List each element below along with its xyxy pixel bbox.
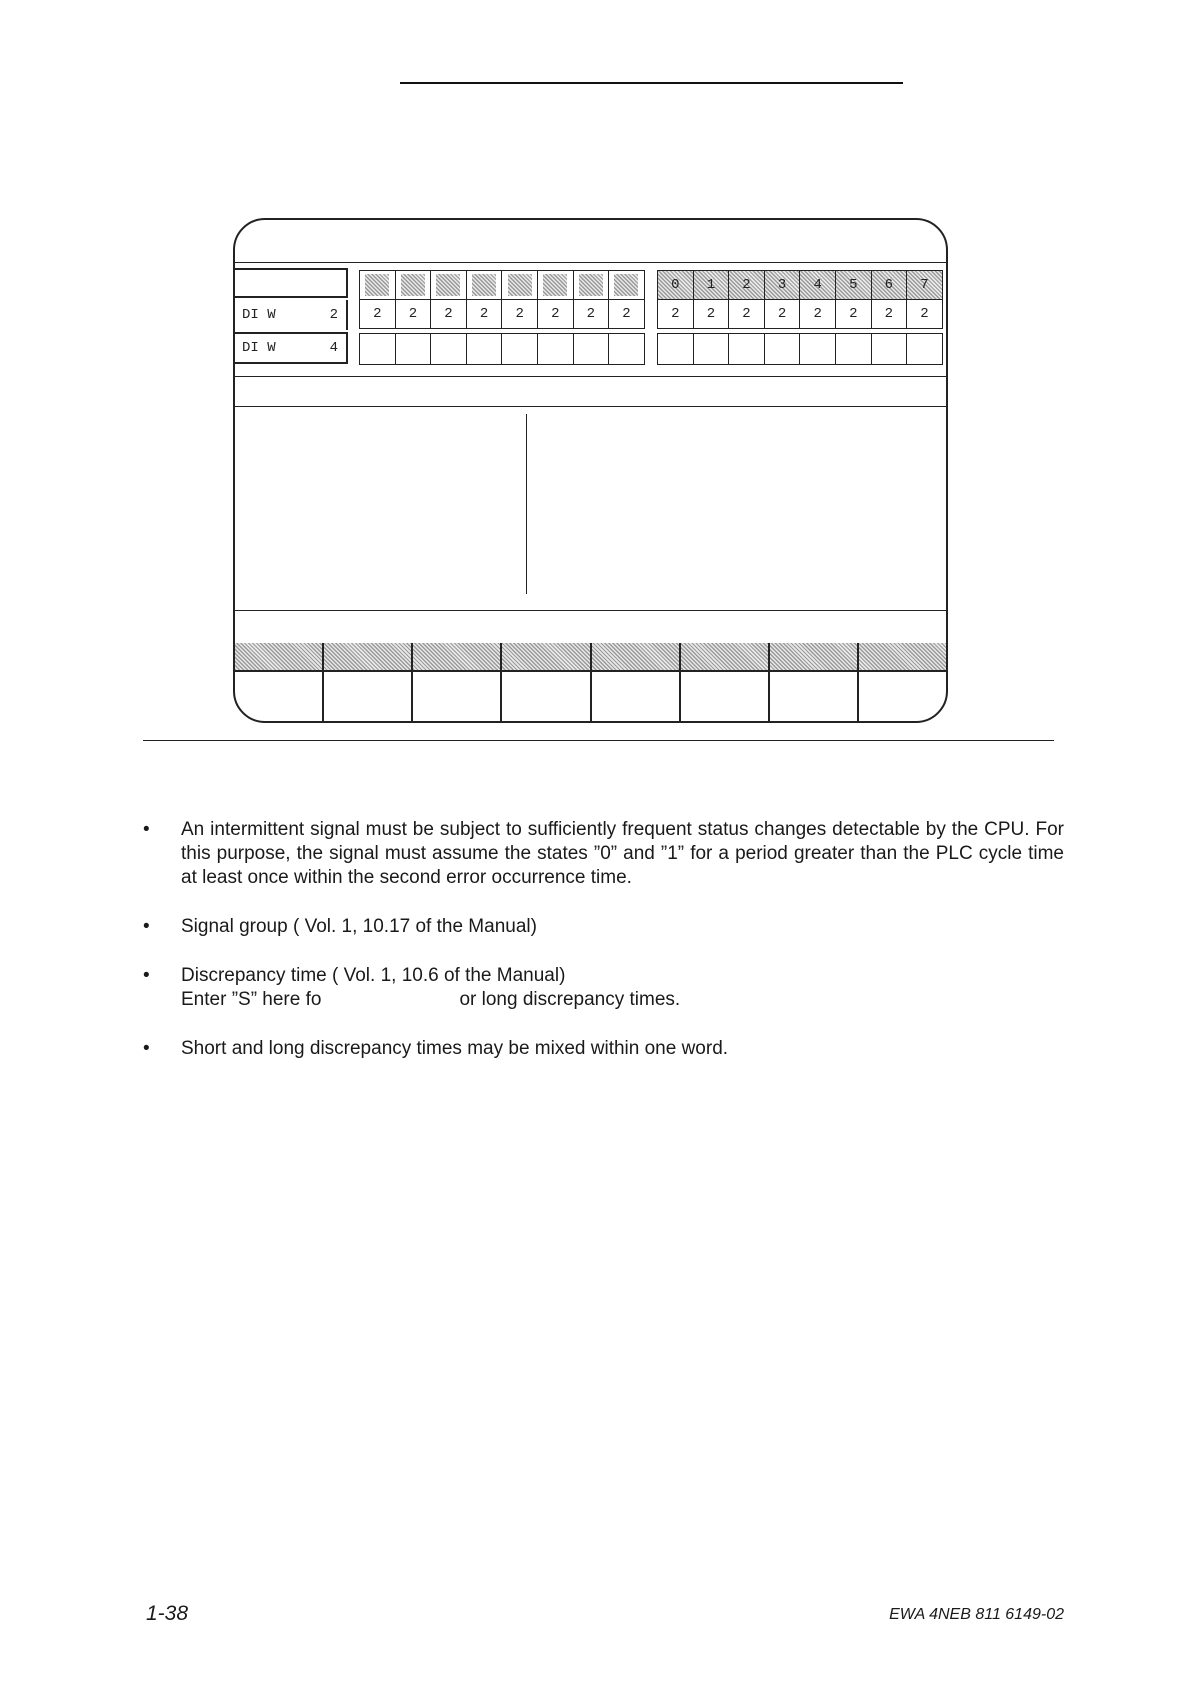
low-2-1 — [395, 333, 432, 365]
screen-form — [233, 218, 948, 723]
function-key — [681, 672, 770, 723]
status-divider — [235, 610, 946, 611]
low-1-3: 2 — [466, 299, 503, 329]
low-2-7 — [608, 333, 645, 365]
info-split — [526, 414, 527, 594]
bullet-dot: • — [143, 916, 150, 937]
hatch-cell — [608, 270, 645, 300]
high-header-row — [657, 270, 943, 300]
low-2-4 — [501, 333, 538, 365]
info-divider — [235, 406, 946, 407]
high-1-6: 2 — [871, 299, 908, 329]
low-2-3 — [466, 333, 503, 365]
document-code: EWA 4NEB 811 6149-02 — [889, 1606, 1064, 1623]
bullet-text-line-2a: Enter ”S” here fo — [181, 989, 322, 1010]
bit-header-0: 0 — [657, 270, 694, 300]
function-key-bar — [235, 643, 946, 670]
header-divider — [235, 262, 946, 263]
low-1-5: 2 — [537, 299, 574, 329]
low-1-7: 2 — [608, 299, 645, 329]
function-key — [235, 672, 324, 723]
function-key — [413, 672, 502, 723]
low-row-1 — [359, 299, 645, 329]
row-label-2 — [235, 332, 348, 364]
function-key-strip — [859, 643, 946, 670]
high-1-4: 2 — [799, 299, 836, 329]
bit-header-5: 5 — [835, 270, 872, 300]
figure-bottom-rule — [143, 740, 1054, 741]
high-2-1 — [693, 333, 730, 365]
high-1-0: 2 — [657, 299, 694, 329]
low-1-4: 2 — [501, 299, 538, 329]
bit-header-4: 4 — [799, 270, 836, 300]
function-key — [592, 672, 681, 723]
hatch-cell — [501, 270, 538, 300]
bullet-item — [143, 964, 1064, 1012]
low-1-0: 2 — [359, 299, 396, 329]
row-label-1 — [235, 300, 348, 330]
bit-header-2: 2 — [728, 270, 765, 300]
bullet-list — [143, 818, 1064, 1086]
hatch-cell — [573, 270, 610, 300]
bullet-dot: • — [143, 1038, 150, 1059]
function-keys — [235, 670, 946, 723]
low-1-1: 2 — [395, 299, 432, 329]
low-1-6: 2 — [573, 299, 610, 329]
bit-header-6: 6 — [871, 270, 908, 300]
function-key-strip — [681, 643, 770, 670]
bullet-item — [143, 915, 1064, 939]
page-number: 1-38 — [146, 1602, 189, 1625]
high-1-1: 2 — [693, 299, 730, 329]
low-2-6 — [573, 333, 610, 365]
high-2-7 — [906, 333, 943, 365]
row-2-label: DI W — [242, 340, 276, 356]
bullet-text-line-2b: or long discrepancy times. — [459, 989, 681, 1010]
row-2-number: 4 — [329, 340, 338, 356]
high-row-1 — [657, 299, 943, 329]
bullet-item — [143, 818, 1064, 890]
function-key — [859, 672, 946, 723]
bit-header-3: 3 — [764, 270, 801, 300]
low-2-0 — [359, 333, 396, 365]
function-key — [502, 672, 591, 723]
hatch-cell — [537, 270, 574, 300]
function-key — [324, 672, 413, 723]
high-1-5: 2 — [835, 299, 872, 329]
hatch-cell — [466, 270, 503, 300]
low-1-2: 2 — [430, 299, 467, 329]
high-1-3: 2 — [764, 299, 801, 329]
function-key-strip — [324, 643, 413, 670]
function-key-strip — [413, 643, 502, 670]
hatch-cell — [395, 270, 432, 300]
message-divider — [235, 376, 946, 377]
high-2-0 — [657, 333, 694, 365]
high-2-4 — [799, 333, 836, 365]
high-1-2: 2 — [728, 299, 765, 329]
label-header-cell — [235, 268, 348, 298]
function-key — [770, 672, 859, 723]
high-1-7: 2 — [906, 299, 943, 329]
bullet-text: An intermittent signal must be subject to sufficiently frequent status changes detectable by the CPU. For this purpose, the signal must assume the states ”0” and ”1” for a period greater than the PLC cycle time at least once within the second error occurrence time. — [181, 819, 1064, 888]
function-key-strip — [592, 643, 681, 670]
low-header-row — [359, 270, 645, 300]
low-row-2 — [359, 333, 645, 365]
top-rule — [400, 82, 903, 84]
high-2-6 — [871, 333, 908, 365]
hatch-cell — [359, 270, 396, 300]
bullet-text: Signal group ( Vol. 1, 10.17 of the Manual) — [181, 916, 537, 937]
bullet-dot: • — [143, 965, 150, 986]
bullet-dot: • — [143, 819, 150, 840]
bit-header-7: 7 — [906, 270, 943, 300]
function-key-strip — [502, 643, 591, 670]
bullet-text — [181, 964, 1064, 1012]
function-key-strip — [770, 643, 859, 670]
high-row-2 — [657, 333, 943, 365]
hatch-cell — [430, 270, 467, 300]
bit-header-1: 1 — [693, 270, 730, 300]
high-2-2 — [728, 333, 765, 365]
low-2-2 — [430, 333, 467, 365]
row-1-label: DI W — [242, 307, 276, 323]
bullet-text-line-1: Discrepancy time ( Vol. 1, 10.6 of the Manual) — [181, 965, 566, 986]
low-2-5 — [537, 333, 574, 365]
high-2-3 — [764, 333, 801, 365]
row-1-number: 2 — [329, 307, 338, 323]
bullet-text: Short and long discrepancy times may be mixed within one word. — [181, 1038, 729, 1059]
bullet-item — [143, 1037, 1064, 1061]
high-2-5 — [835, 333, 872, 365]
function-key-strip — [235, 643, 324, 670]
